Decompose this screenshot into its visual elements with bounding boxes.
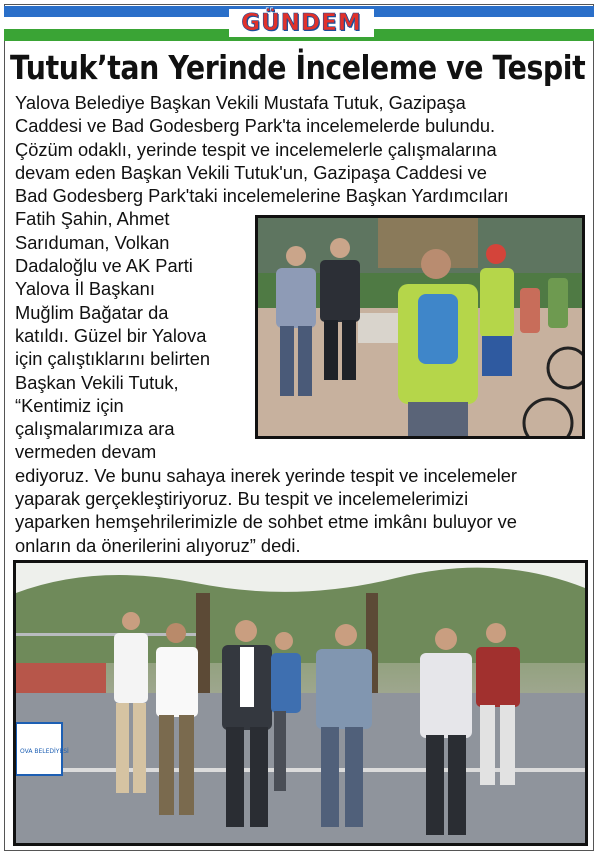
body-line: yaparak gerçekleştiriyoruz. Bu tespit ve incelemelerimizi — [15, 488, 469, 510]
body-line: Muğlim Bağatar da — [15, 301, 169, 323]
body-line: Caddesi ve Bad Godesberg Park'ta incelemelerde bulundu. — [15, 115, 496, 137]
body-line: onların da önerilerini alıyoruz” dedi. — [15, 534, 301, 556]
body-line: Çözüm odaklı, yerinde tespit ve incelemelerle çalışmalarına — [15, 138, 497, 160]
body-line: Fatih Şahin, Ahmet — [15, 208, 170, 230]
body-line: çalışmalarımıza ara — [15, 418, 175, 440]
body-line: “Kentimiz için — [15, 394, 124, 416]
article-photo-bottom — [13, 560, 588, 846]
section-label: GÜNDEM — [241, 10, 362, 36]
body-line: Yalova Belediye Başkan Vekili Mustafa Tutuk, Gazipaşa — [15, 92, 466, 113]
body-line: Dadaloğlu ve AK Parti — [15, 255, 193, 277]
body-line: Bad Godesberg Park'taki incelemelerine Başkan Yardımcıları — [15, 185, 509, 207]
body-line: ediyoruz. Ve bunu sahaya inerek yerinde tespit ve incelemeler — [15, 464, 518, 486]
body-line: Sarıduman, Volkan — [15, 231, 170, 253]
sign-text: OVA BELEDİYESİ — [20, 748, 69, 755]
body-line: için çalıştıklarını belirten — [15, 348, 211, 370]
photo-officials-walking-icon — [16, 563, 585, 843]
body-line: Yalova İl Başkanı — [15, 278, 155, 300]
body-line: Başkan Vekili Tutuk, — [15, 371, 179, 393]
body-line: vermeden devam — [15, 441, 157, 463]
article-title: Tutuk’tan Yerinde İnceleme ve Tespit — [10, 48, 586, 87]
section-header — [4, 4, 594, 42]
photo-officials-and-cyclists-icon — [258, 218, 582, 436]
body-line: devam eden Başkan Vekili Tutuk'un, Gazipaşa Caddesi ve — [15, 161, 487, 183]
article-photo-top — [255, 215, 585, 439]
body-line: yaparken hemşehrilerimizle de sohbet etme imkânı buluyor ve — [15, 511, 517, 533]
body-line: katıldı. Güzel bir Yalova — [15, 324, 207, 346]
section-badge — [229, 9, 374, 37]
